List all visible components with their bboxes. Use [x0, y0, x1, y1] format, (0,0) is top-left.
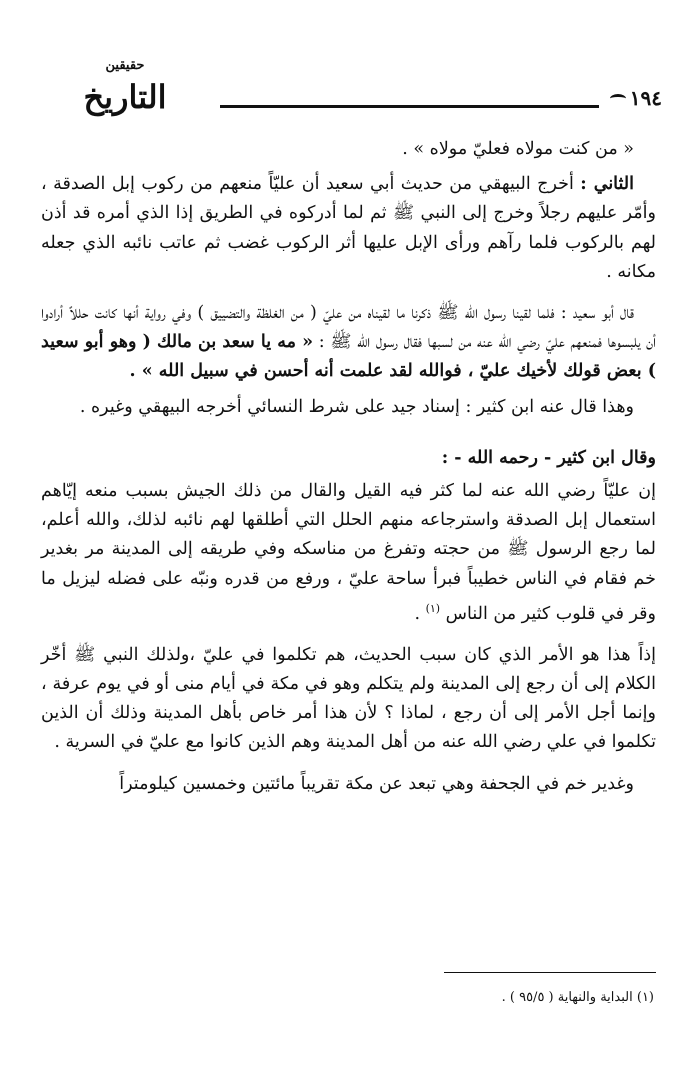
- flourish-ornament: [610, 94, 626, 103]
- running-title-main: التاريخ: [83, 78, 167, 116]
- page-number: ١٩٤: [629, 86, 662, 110]
- main-text: [41, 135, 656, 811]
- footnote-reference[interactable]: (١): [425, 601, 441, 615]
- paragraph-2: [41, 170, 656, 287]
- paragraph-5-text: إن عليّاً رضي الله عنه لما كثر فيه القيل والقال من ذلك الجيش بسبب منعه إيّاهم استعمال إبل الصدقة واسترجاعه منهم الحلل التي أطلقها لهم نائبه لذلك، والله أعلم، لما رجع الرسول ﷺ من حجته وتفرغ من مناسكه وفي طريقه إلى المدينة مر بغدير خم فقام في الناس خطيباً فبرأ ساحة عليّ ، ورفع من قدره ونبّه على فضله ليزيل ما وقر في قلوب كثير من الناس: [41, 481, 656, 624]
- running-title: [34, 58, 216, 124]
- footnote-divider: [444, 972, 656, 973]
- paragraph-6: [41, 641, 656, 758]
- paragraph-7: [41, 770, 656, 799]
- running-title-subtitle: حقيقين: [105, 58, 145, 73]
- section-heading: وقال ابن كثير - رحمه الله - :: [441, 447, 656, 468]
- paragraph-6-text: إذاً هذا هو الأمر الذي كان سبب الحديث، هم تكلموا في عليّ ،ولذلك النبي ﷺ أخّر الكلام إلى أن رجع إلى المدينة ولم يتكلم وهو في مكة في أيام منى أو في يوم عرفة ، وإنما أجل الأمر إلى أن رجع ، لماذا ؟ لأن هذا أمر خاص بأهل المدينة وذلك أن الذين تكلموا في علي رضي الله عنه من أهل المدينة وهم الذين كانوا مع عليّ في السرية .: [41, 644, 656, 753]
- paragraph-3: [41, 299, 656, 387]
- paragraph-5: [41, 477, 656, 629]
- paragraph-2-text: أخرج البيهقي من حديث أبي سعيد أن عليّاً منعهم من ركوب إبل الصدقة ، وأمّر عليهم رجلاً وخرج إلى النبي ﷺ ثم لما أدركوه في الطريق إذا الذي أمره قد أذن لهم بالركوب فلما رآهم ورأى الإبل عليها أثر الركوب غضب ثم عاتب نائبه الذي جعله مكانه .: [41, 174, 656, 282]
- paragraph-1-text: « من كنت مولاه فعليّ مولاه » .: [402, 139, 634, 159]
- paragraph-7-text: وغدير خم في الجحفة وهي تبعد عن مكة تقريباً مائتين وخمسين كيلومتراً: [119, 773, 634, 794]
- paragraph-4: [41, 393, 656, 422]
- paragraph-4-text: وهذا قال عنه ابن كثير : إسناد جيد على شرط النسائي أخرجه البيهقي وغيره .: [79, 396, 634, 417]
- paragraph-5-end: .: [414, 603, 426, 624]
- paragraph-3-text: قال أبو سعيد : فلما لقينا رسول الله ﷺ ذكرنا ما لقيناه من عليّ ( من الغلظة والتضييق ) وفي رواية أنها كانت حللاً أرادوا أن يلبسوها فمنعهم عليّ رضي الله عنه من لسبها فقال رسول الله ﷺ :: [41, 303, 656, 353]
- page-header: [20, 58, 674, 128]
- paragraph-3-quote: « مه يا سعد بن مالك ( وهو أبو سعيد ) بعض قولك لأخيك عليّ ، فوالله لقد علمت أنه أحسن في سبيل الله » .: [41, 332, 656, 382]
- paragraph-2-lead: الثاني :: [580, 174, 634, 195]
- paragraph-1: [41, 135, 656, 164]
- header-rule: [220, 105, 599, 108]
- footnote: (١) البداية والنهاية ( ٩٥/٥ ) .: [501, 990, 654, 1005]
